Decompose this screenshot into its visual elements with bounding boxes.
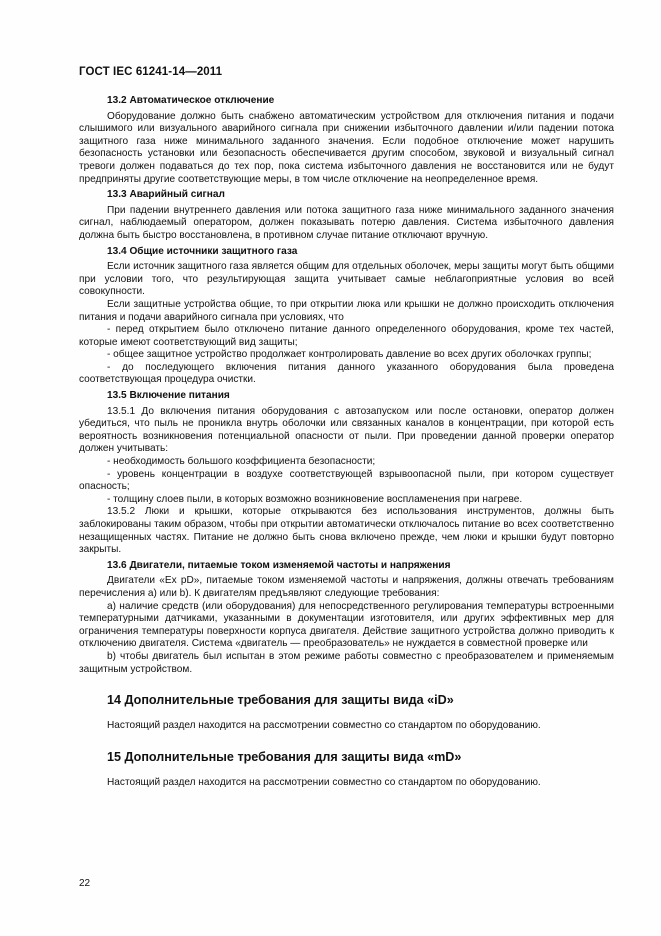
list-item: - перед открытием было отключено питание данного определенного оборудования, кроме тех частей, которые имеют соответствующий вид защиты; (79, 324, 614, 348)
document-header: ГОСТ IEC 61241-14—2011 (79, 66, 223, 78)
section-13-6 (79, 560, 614, 676)
paragraph: 13.5.1 До включения питания оборудования с автозапуском или после остановки, оператор должен убедиться, что пыль не проникла внутрь оболочки или связанных каналов в концентрации, при которой есть вероятность возникновения потенциальной опасности от пыли. При проведении данной проверки оператор должен учитывать: (79, 405, 614, 455)
section-title: 13.5 Включение питания (107, 390, 230, 402)
section-14 (79, 693, 614, 733)
page-content (79, 95, 614, 789)
list-item: - уровень концентрации в воздухе соответствующей взрывоопасной пыли, при котором существует опасность; (79, 468, 614, 493)
section-13-2 (79, 95, 614, 186)
section-title: 13.3 Аварийный сигнал (107, 189, 225, 201)
paragraph: Настоящий раздел находится на рассмотрении совместно со стандартом по оборудованию. (107, 776, 541, 788)
list-item: - общее защитное устройство продолжает контролировать давление во всех других оболочках группы; (107, 349, 592, 361)
list-item: - толщину слоев пыли, в которых возможно возникновение воспламенения при нагреве. (107, 493, 523, 505)
paragraph: 13.5.2 Люки и крышки, которые открываются без использования инструментов, должны быть заблокированы таким образом, чтобы при открытии автоматически отключалось питание во всех соответственно незащищенных частях. Питание не должно быть снова включено прежде, чем люки и крышки будут повторно закрыты. (79, 506, 614, 556)
list-item: - необходимость большого коэффициента безопасности; (107, 456, 376, 468)
section-13-4 (79, 246, 614, 388)
section-title: 13.2 Автоматическое отключение (107, 95, 275, 106)
section-13-3 (79, 189, 614, 242)
list-item: - до последующего включения питания данного указанного оборудования была проведена соответствующая процедура очистки. (79, 361, 614, 386)
section-heading: 15 Дополнительные требования для защиты вида «mD» (107, 749, 462, 764)
page-number: 22 (79, 878, 91, 889)
section-15 (79, 750, 614, 790)
paragraph: Если источник защитного газа является общим для отдельных оболочек, меры защиты могут быть общими при условии того, что результирующая защита учитывает самые неблагоприятные условия во всей совокупности. (79, 261, 614, 298)
paragraph: Оборудование должно быть снабжено автоматическим устройством для отключения питания и подачи слышимого или визуального аварийного сигнала при снижении избыточного давлении и/или падении потока защитного газа ниже минимального заданного значения. Если подобное отключение может нарушить безопасность установки или безопасность обеспечивается другим способом, звуковой и визуальный сигнал тревоги должен подаваться до тех пор, пока система избыточного давления не восстановится или не будут предприняты другие соответствующие меры, в том числе отключение на неопределенное время. (79, 110, 614, 185)
section-title: 13.6 Двигатели, питаемые током изменяемой частоты и напряжения (107, 559, 451, 571)
paragraph: Настоящий раздел находится на рассмотрении совместно со стандартом по оборудованию. (107, 720, 541, 732)
list-item: a) наличие средств (или оборудования) для непосредственного регулирования температуры встроенными температурными датчиками, указанными в документации изготовителя, или других эффективных мер для ограничения температуры поверхности корпуса двигателя. Действие защитного устройства должно приводить к отключению двигателя. Система «двигатель — преобразователь» не нуждается в совместной проверке или (79, 600, 614, 650)
paragraph: Двигатели «Ex pD», питаемые током изменяемой частоты и напряжения, должны отвечать требованиям перечисления a) или b). К двигателям предъявляют следующие требования: (79, 575, 614, 599)
section-13-5 (79, 390, 614, 557)
section-heading: 14 Дополнительные требования для защиты вида «iD» (107, 693, 454, 708)
section-title: 13.4 Общие источники защитного газа (107, 245, 298, 257)
paragraph: При падении внутреннего давления или потока защитного газа ниже минимального заданного значения сигнал, наблюдаемый оператором, должен показывать потерю давления. Система избыточного давления должна быть быстро восстановлена, в противном случае питание отключают вручную. (79, 204, 614, 241)
paragraph: Если защитные устройства общие, то при открытии люка или крышки не должно происходить отключения питания и подачи аварийного сигнала при условиях, что (79, 298, 614, 323)
list-item: b) чтобы двигатель был испытан в этом режиме работы совместно с преобразователем и применяемым защитным устройством. (79, 650, 614, 675)
